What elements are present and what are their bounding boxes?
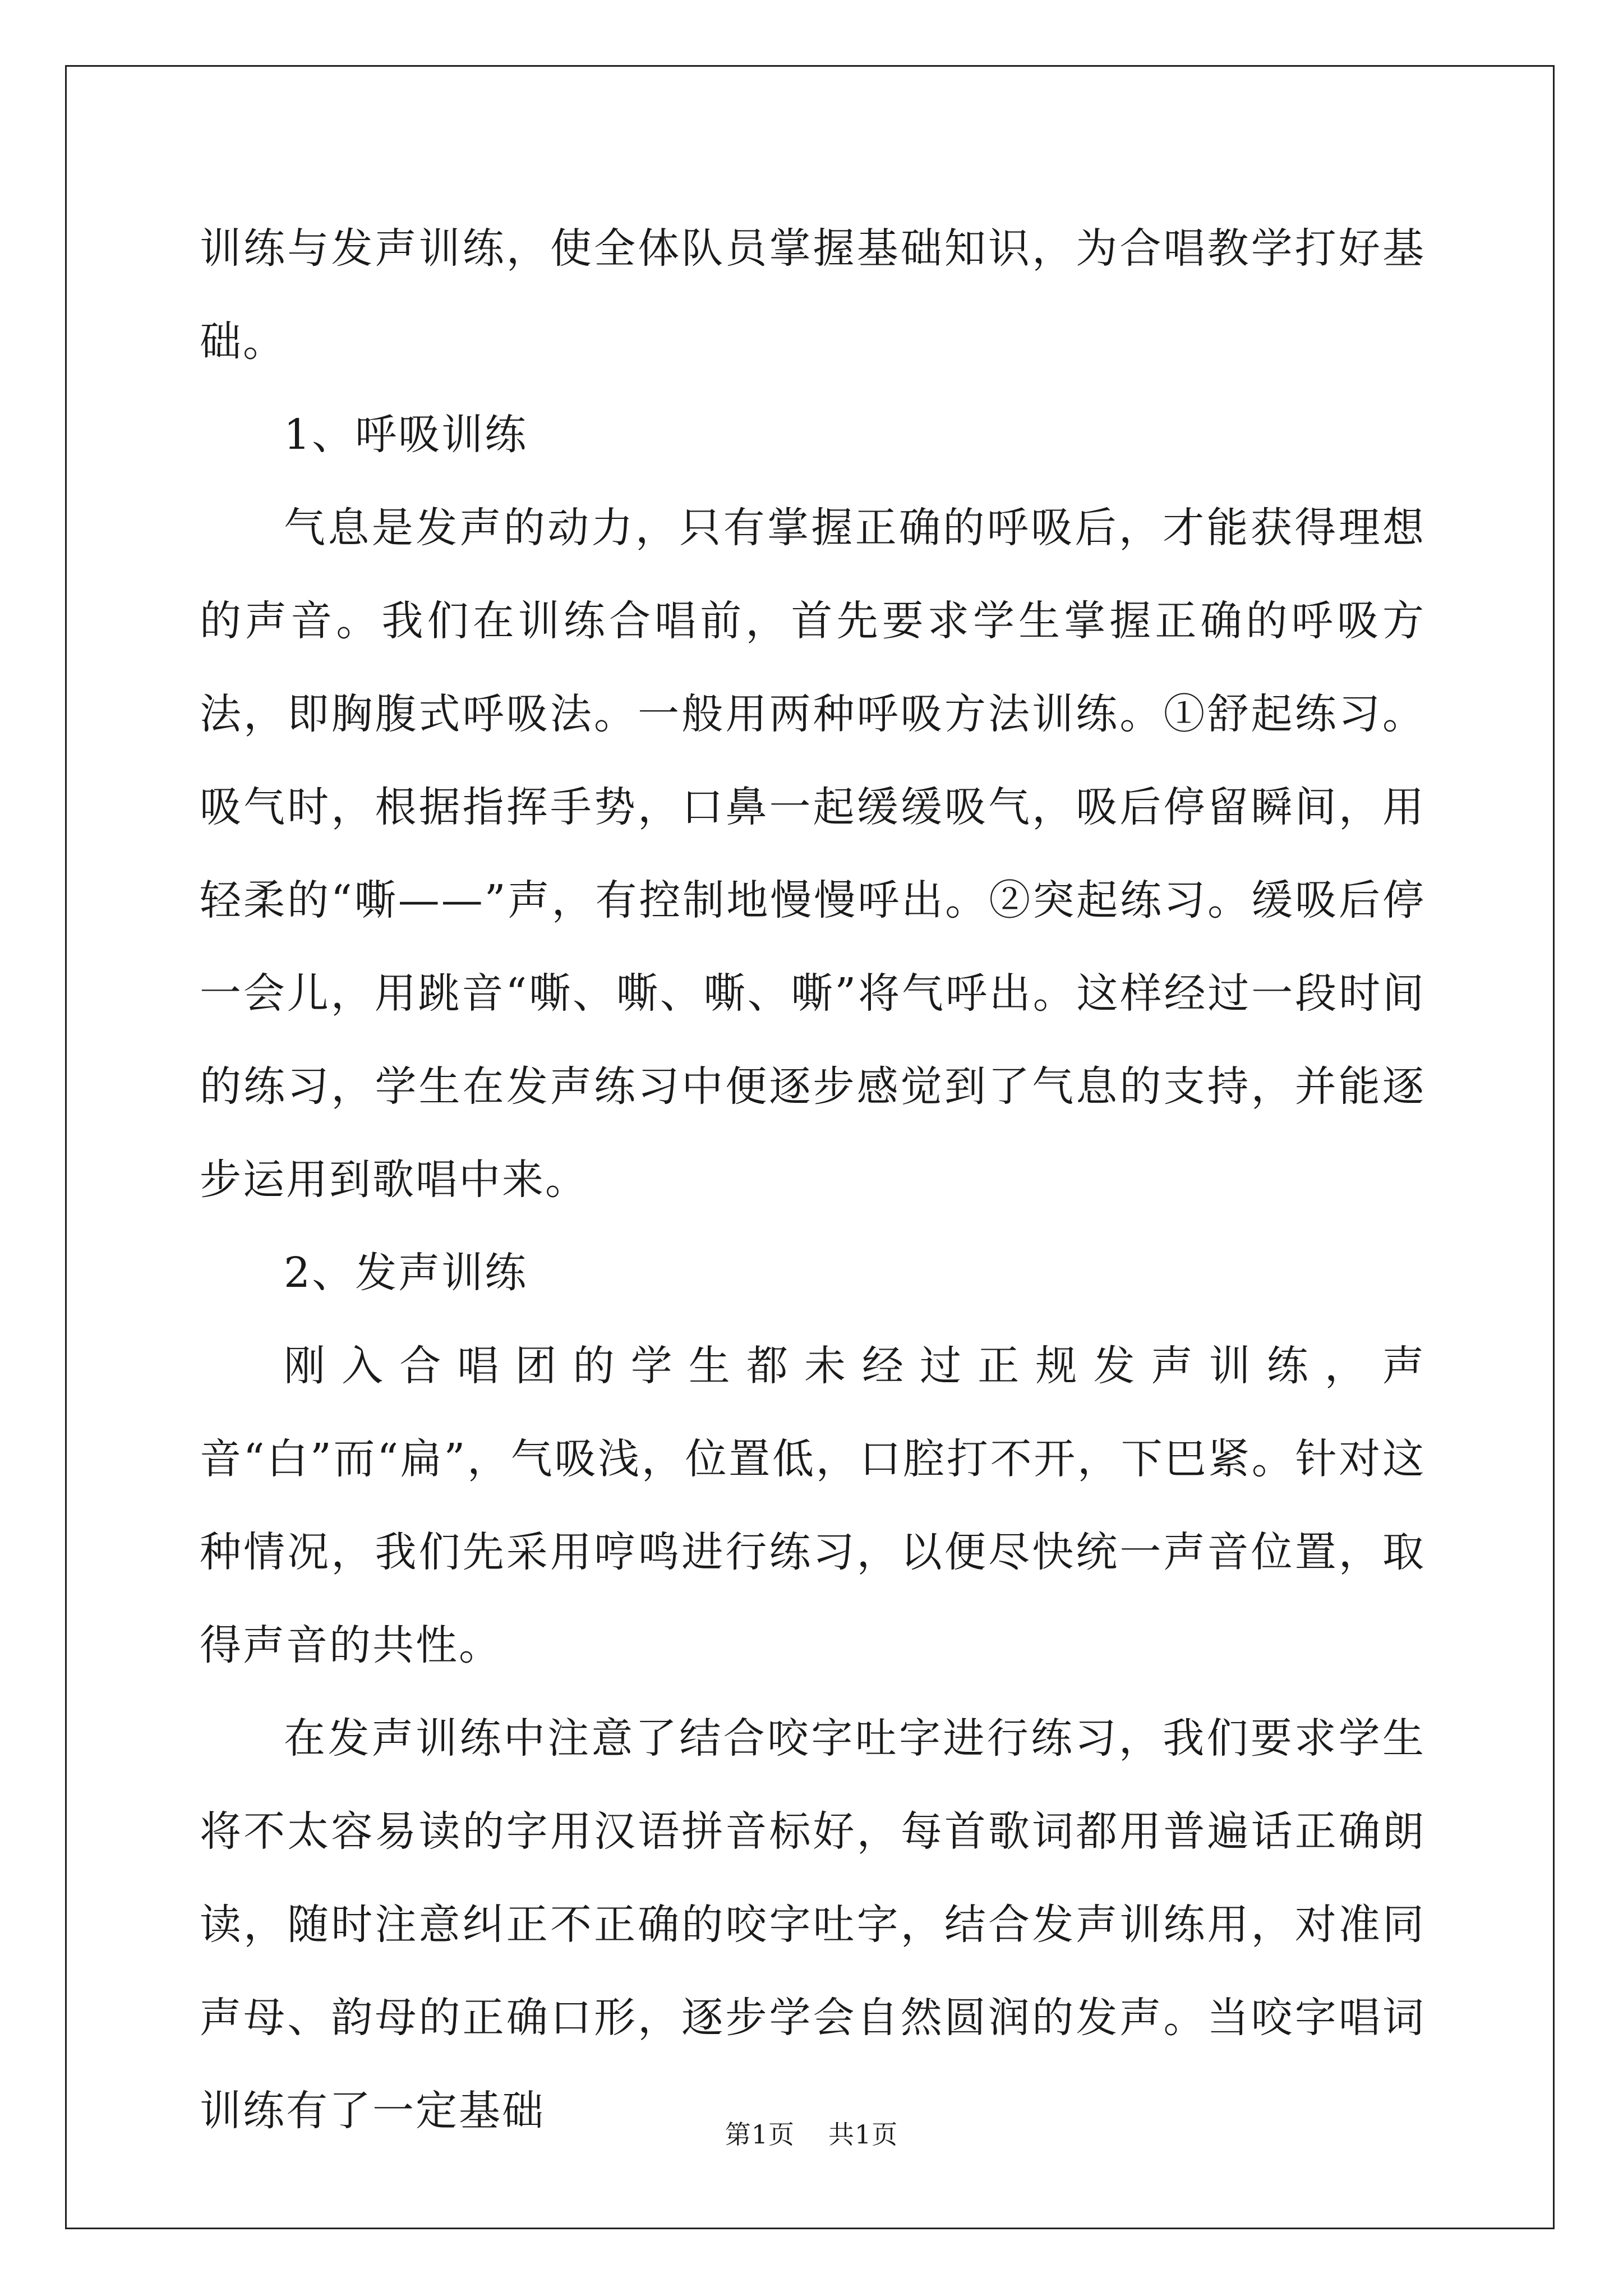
paragraph-intro-continuation: 训练与发声训练，使全体队员掌握基础知识，为合唱教学打好基础。 xyxy=(200,224,1426,366)
paragraph-breathing: 气息是发声的动力，只有掌握正确的呼吸后，才能获得理想的声音。我们在训练合唱前，首先要求学生掌握正确的呼吸方法，即胸腹式呼吸法。一般用两种呼吸方法训练。①舒起练习。吸气时，根据指挥手势，口鼻一起缓缓吸气，吸后停留瞬间，用轻柔的“嘶——”声，有控制地慢慢呼出。②突起练习。缓吸后停一会儿，用跳音“嘶、嘶、嘶、嘶”将气呼出。这样经过一段时间的练习，学生在发声练习中便逐步感觉到了气息的支持，并能逐步运用到歌唱中来。 xyxy=(200,504,1426,1204)
page-footer xyxy=(0,2118,1623,2151)
section-heading-breathing: 1、呼吸训练 xyxy=(284,411,528,459)
section-heading-vocalization: 2、发声训练 xyxy=(284,1249,528,1297)
paragraph-vocalization-intro: 刚入合唱团的学生都未经过正规发声训练，声音“白”而“扁”，气吸浅，位置低，口腔打不开，下巴紧。针对这种情况，我们先采用哼鸣进行练习，以便尽快统一声音位置，取得声音的共性。 xyxy=(200,1342,1426,1669)
page-total: 共1页 xyxy=(828,2119,898,2150)
document-body xyxy=(200,202,1426,2157)
paragraph-articulation: 在发声训练中注意了结合咬字吐字进行练习，我们要求学生将不太容易读的字用汉语拼音标好，每首歌词都用普遍话正确朗读，随时注意纠正不正确的咬字吐字，结合发声训练用，对准同声母、韵母的正确口形，逐步学会自然圆润的发声。当咬字唱词训练有了一定基础 xyxy=(200,1714,1426,2135)
page-number: 第1页 xyxy=(725,2119,795,2150)
